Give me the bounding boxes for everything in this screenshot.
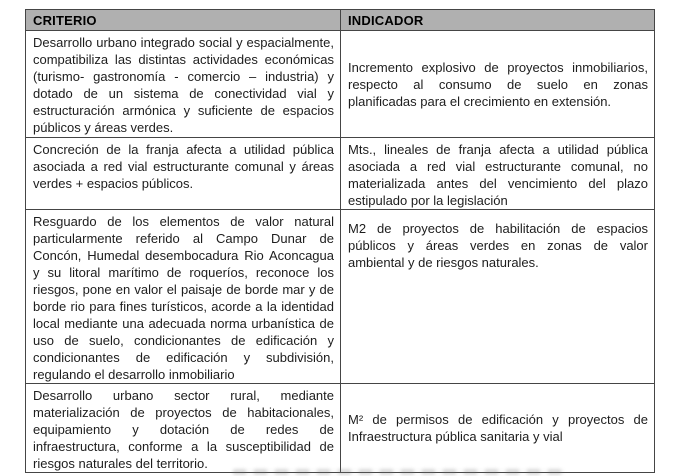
criterio-cell: Concreción de la franja afecta a utilidad pública asociada a red vial estructurante comunal y áreas verdes + espacios públicos.: [26, 138, 341, 210]
indicador-cell: Mts., lineales de franja afecta a utilidad pública asociada a red vial estructurante comunal, no materializada antes del vencimiento del plazo estipulado por la legislación: [341, 138, 655, 210]
criterio-cell: Desarrollo urbano integrado social y espacialmente, compatibiliza las distintas actividades económicas (turismo- gastronomía - comercio – industria) y dotado de un sistema de conectividad vial y estructuración armónica y suficiente de espacios públicos y áreas verdes.: [26, 31, 341, 138]
column-header-criterio: CRITERIO: [26, 10, 341, 31]
criterio-cell: Resguardo de los elementos de valor natural particularmente referido al Campo Dunar de Concón, Humedal desembocadura Rio Aconcagua y su litoral marítimo de roqueríos, reconoce los riesgos, pone en valor el paisaje de borde mar y de borde rio para fines turísticos, acorde a la identidad local mediante una adecuada norma urbanística de uso de suelo, condicionantes de edificación y condicionantes de edificación y subdivisión, regulando el desarrollo inmobiliario: [26, 210, 341, 384]
criteria-indicator-table: [25, 9, 655, 473]
table-row: [26, 31, 655, 138]
table-row: [26, 384, 655, 473]
cropped-text-artifact: [233, 469, 565, 475]
indicador-cell: M2 de proyectos de habilitación de espacios públicos y áreas verdes en zonas de valor ambiental y de riesgos naturales.: [341, 210, 655, 384]
indicador-cell: Incremento explosivo de proyectos inmobiliarios, respecto al consumo de suelo en zonas planificadas para el crecimiento en extensión.: [341, 31, 655, 138]
column-header-indicador: INDICADOR: [341, 10, 655, 31]
table-row: [26, 210, 655, 384]
criterio-cell: Desarrollo urbano sector rural, mediante materialización de proyectos de habitacionales, equipamiento y dotación de redes de infraestructura, conforme a la susceptibilidad de riesgos naturales del territorio.: [26, 384, 341, 473]
indicador-cell: M² de permisos de edificación y proyectos de Infraestructura pública sanitaria y vial: [341, 384, 655, 473]
table-header-row: [26, 10, 655, 31]
table-row: [26, 138, 655, 210]
